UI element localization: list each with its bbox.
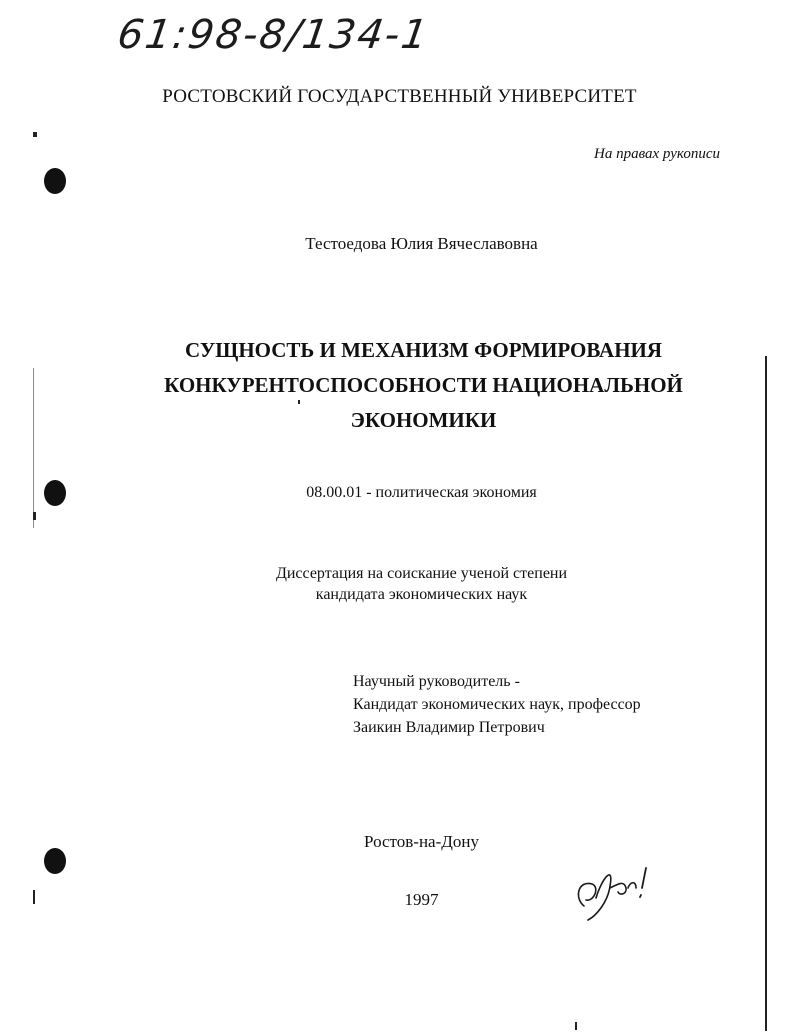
dissertation-title	[24, 333, 799, 438]
scan-speck	[33, 512, 36, 520]
author-name: Тестоедова Юлия Вячеславовна	[305, 234, 538, 253]
degree-statement	[22, 563, 799, 605]
supervisor-block	[353, 670, 641, 739]
scan-speck	[33, 890, 35, 904]
scan-speck	[298, 400, 300, 404]
degree-line: кандидата экономических наук	[315, 586, 528, 603]
signature-mark	[566, 858, 656, 928]
university-name: РОСТОВСКИЙ ГОСУДАРСТВЕННЫЙ УНИВЕРСИТЕТ	[162, 86, 637, 107]
title-line: КОНКУРЕНТОСПОСОБНОСТИ НАЦИОНАЛЬНОЙ	[164, 373, 683, 397]
archive-code: 61:98-8/134-1	[114, 12, 433, 58]
degree-line: Диссертация на соискание ученой степени	[275, 565, 568, 582]
supervisor-line: Кандидат экономических наук, профессор	[353, 696, 641, 713]
punch-hole	[44, 848, 66, 874]
supervisor-line: Заикин Владимир Петрович	[353, 719, 545, 736]
scan-speck	[33, 132, 37, 137]
supervisor-line: Научный руководитель -	[353, 673, 520, 690]
scan-edge-line	[33, 368, 34, 528]
title-line: СУЩНОСТЬ И МЕХАНИЗМ ФОРМИРОВАНИЯ	[184, 338, 663, 362]
year: 1997	[404, 890, 439, 909]
city: Ростов-на-Дону	[364, 832, 479, 851]
punch-hole	[44, 168, 66, 194]
punch-hole	[44, 480, 66, 506]
manuscript-note: На правах рукописи	[594, 146, 720, 162]
scan-speck	[575, 1022, 577, 1030]
specialty-code: 08.00.01 - политическая экономия	[306, 484, 537, 501]
title-line: ЭКОНОМИКИ	[350, 408, 497, 432]
scan-edge-line	[765, 356, 767, 1031]
